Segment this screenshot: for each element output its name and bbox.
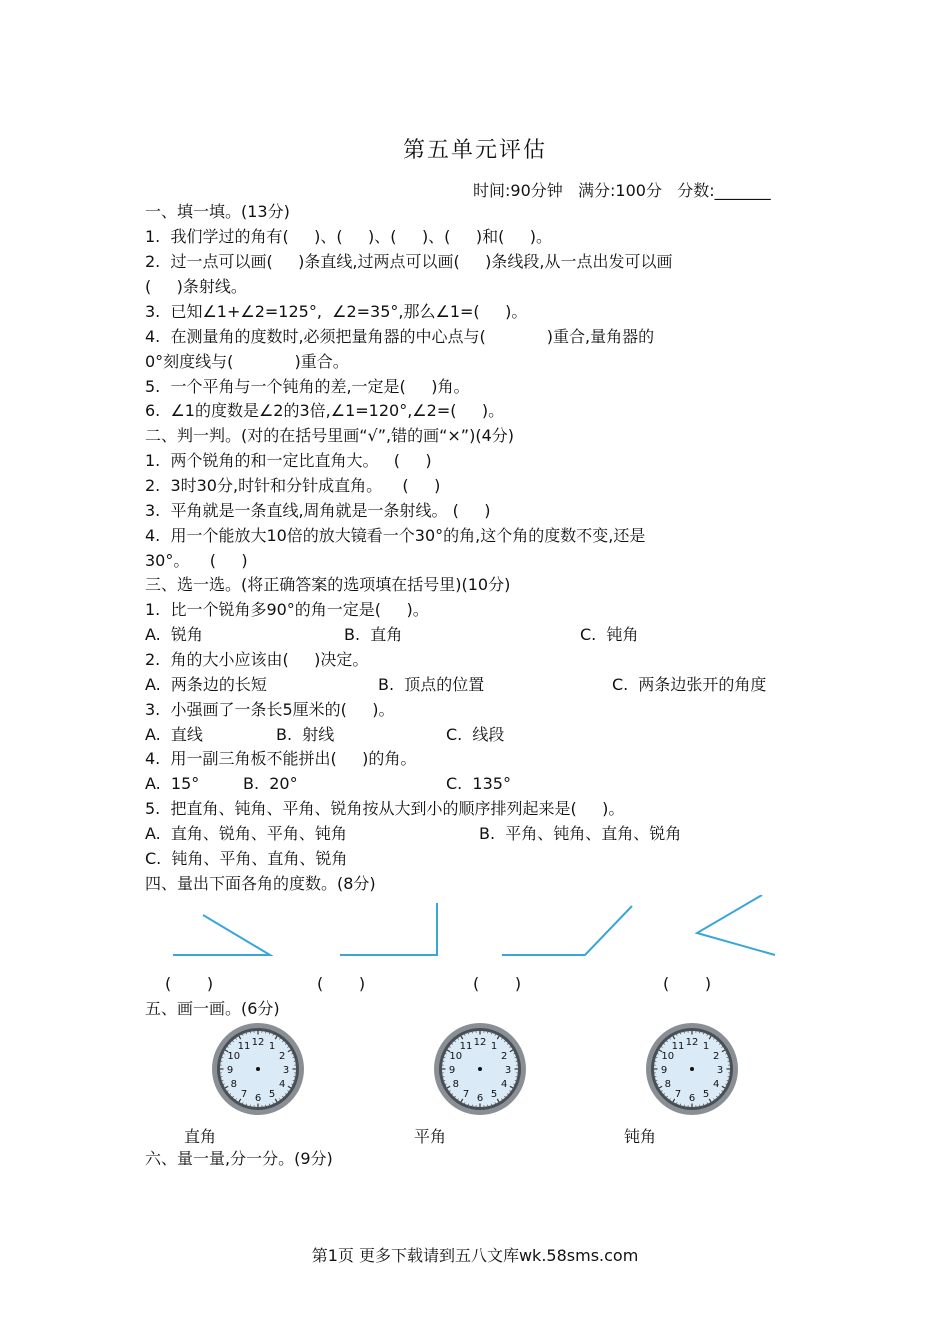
- s3-q5: 5. 把直角、钝角、平角、锐角按从大到小的顺序排列起来是( )。: [145, 799, 625, 818]
- clock-label-obtuse-angle: 钝角: [624, 1127, 657, 1146]
- exam-meta: 时间:90分钟 满分:100分 分数:_______: [473, 181, 771, 200]
- s2-q2: 2. 3时30分,时针和分针成直角。 ( ): [145, 476, 441, 495]
- s3-q3-option-a: A. 直线: [145, 725, 203, 744]
- s2-q4-cont: 30°。 ( ): [145, 551, 248, 570]
- clock-number: 1: [702, 1040, 710, 1052]
- s3-q4-option-b: B. 20°: [243, 774, 298, 793]
- angle-figure-3: [502, 906, 632, 955]
- section-1-heading: 一、填一填。(13分): [145, 202, 290, 221]
- s3-q2: 2. 角的大小应该由( )决定。: [145, 650, 369, 669]
- s3-q5-option-b: B. 平角、钝角、直角、锐角: [479, 824, 682, 843]
- clock-number: 6: [476, 1093, 484, 1104]
- s3-q3: 3. 小强画了一条长5厘米的( )。: [145, 700, 395, 719]
- s3-q1: 1. 比一个锐角多90°的角一定是( )。: [145, 600, 429, 619]
- s3-q1-option-a: A. 锐角: [145, 625, 203, 644]
- s3-q4-option-a: A. 15°: [145, 774, 200, 793]
- clock-number: 6: [688, 1093, 696, 1104]
- angle-figures: [0, 895, 950, 975]
- clock-number: 7: [240, 1089, 248, 1101]
- s1-q5: 5. 一个平角与一个钝角的差,一定是( )角。: [145, 377, 470, 396]
- clock-3: [644, 1021, 740, 1117]
- s2-q3: 3. 平角就是一条直线,周角就是一条射线。 ( ): [145, 501, 491, 520]
- clock-number: 3: [282, 1065, 290, 1076]
- s3-q2-option-c: C. 两条边张开的角度: [612, 675, 767, 694]
- s3-q2-option-a: A. 两条边的长短: [145, 675, 267, 694]
- s3-q5-option-c: C. 钝角、平角、直角、锐角: [145, 849, 348, 868]
- clock-number: 10: [661, 1051, 675, 1062]
- clock-number: 1: [268, 1040, 276, 1052]
- clock-number: 10: [449, 1051, 463, 1062]
- section-5-heading: 五、画一画。(6分): [145, 999, 280, 1018]
- s1-q4: 4. 在测量角的度数时,必须把量角器的中心点与( )重合,量角器的: [145, 327, 655, 346]
- page-title: 第五单元评估: [402, 138, 547, 163]
- s3-q1-option-c: C. 钝角: [580, 625, 639, 644]
- s1-q2-cont: ( )条射线。: [145, 277, 247, 296]
- section-2-heading: 二、判一判。(对的在括号里画“√”,错的画“×”)(4分): [145, 426, 514, 445]
- s1-q3: 3. 已知∠1+∠2=125°, ∠2=35°,那么∠1=( )。: [145, 302, 528, 321]
- clock-number: 8: [230, 1079, 237, 1090]
- angle-figure-4: [697, 895, 775, 955]
- clock-number: 2: [501, 1051, 508, 1062]
- s1-q1: 1. 我们学过的角有( )、( )、( )、( )和( )。: [145, 227, 553, 246]
- clock-center-dot: [690, 1067, 694, 1071]
- angle-figure-1: [173, 915, 270, 955]
- clock-number: 2: [713, 1051, 720, 1062]
- clock-number: 7: [674, 1089, 682, 1101]
- clock-label-right-angle: 直角: [184, 1127, 217, 1146]
- clock-number: 4: [501, 1079, 508, 1090]
- clock-number: 4: [713, 1079, 720, 1090]
- s3-q4: 4. 用一副三角板不能拼出( )的角。: [145, 749, 417, 768]
- clock-number: 2: [279, 1051, 286, 1062]
- clock-number: 11: [237, 1040, 251, 1052]
- s2-q1: 1. 两个锐角的和一定比直角大。 ( ): [145, 451, 432, 470]
- section-4-heading: 四、量出下面各角的度数。(8分): [145, 874, 376, 893]
- clock-number: 10: [227, 1051, 241, 1062]
- clock-number: 4: [279, 1079, 286, 1090]
- clock-number: 3: [716, 1065, 724, 1076]
- clock-number: 3: [504, 1065, 512, 1076]
- section-3-heading: 三、选一选。(将正确答案的选项填在括号里)(10分): [145, 575, 511, 594]
- clock-center-dot: [478, 1067, 482, 1071]
- s1-q2: 2. 过一点可以画( )条直线,过两点可以画( )条线段,从一点出发可以画: [145, 252, 673, 271]
- angle-answer-4[interactable]: ( ): [663, 974, 712, 993]
- clock-number: 12: [685, 1037, 699, 1048]
- s3-q3-option-c: C. 线段: [446, 725, 505, 744]
- clock-number: 7: [462, 1089, 470, 1101]
- clock-number: 12: [473, 1037, 487, 1048]
- clock-center-dot: [256, 1067, 260, 1071]
- angle-figure-2: [340, 903, 437, 955]
- s2-q4: 4. 用一个能放大10倍的放大镜看一个30°的角,这个角的度数不变,还是: [145, 526, 646, 545]
- clock-number: 11: [671, 1040, 685, 1052]
- clock-number: 6: [254, 1093, 262, 1104]
- s1-q4-cont: 0°刻度线与( )重合。: [145, 352, 349, 371]
- clock-number: 9: [226, 1065, 234, 1076]
- page-footer: 第1页 更多下载请到五八文库wk.58sms.com: [311, 1246, 639, 1265]
- clock-number: 9: [448, 1065, 456, 1076]
- s1-q6: 6. ∠1的度数是∠2的3倍,∠1=120°,∠2=( )。: [145, 401, 505, 420]
- clock-number: 8: [664, 1079, 671, 1090]
- angle-answer-1[interactable]: ( ): [165, 974, 214, 993]
- s3-q1-option-b: B. 直角: [344, 625, 403, 644]
- clock-label-straight-angle: 平角: [414, 1127, 447, 1146]
- clock-1: [210, 1021, 306, 1117]
- clock-number: 5: [490, 1089, 498, 1101]
- s3-q5-option-a: A. 直角、锐角、平角、钝角: [145, 824, 347, 843]
- s3-q4-option-c: C. 135°: [446, 774, 511, 793]
- section-6-heading: 六、量一量,分一分。(9分): [145, 1149, 333, 1168]
- clock-number: 5: [268, 1089, 276, 1101]
- clock-number: 1: [490, 1040, 498, 1052]
- clock-number: 12: [251, 1037, 265, 1048]
- s3-q2-option-b: B. 顶点的位置: [378, 675, 485, 694]
- clock-number: 5: [702, 1089, 710, 1101]
- angle-answer-2[interactable]: ( ): [317, 974, 366, 993]
- clock-number: 9: [660, 1065, 668, 1076]
- s3-q3-option-b: B. 射线: [276, 725, 335, 744]
- clock-2: [432, 1021, 528, 1117]
- clock-number: 11: [459, 1040, 473, 1052]
- angle-answer-3[interactable]: ( ): [473, 974, 522, 993]
- clock-number: 8: [452, 1079, 459, 1090]
